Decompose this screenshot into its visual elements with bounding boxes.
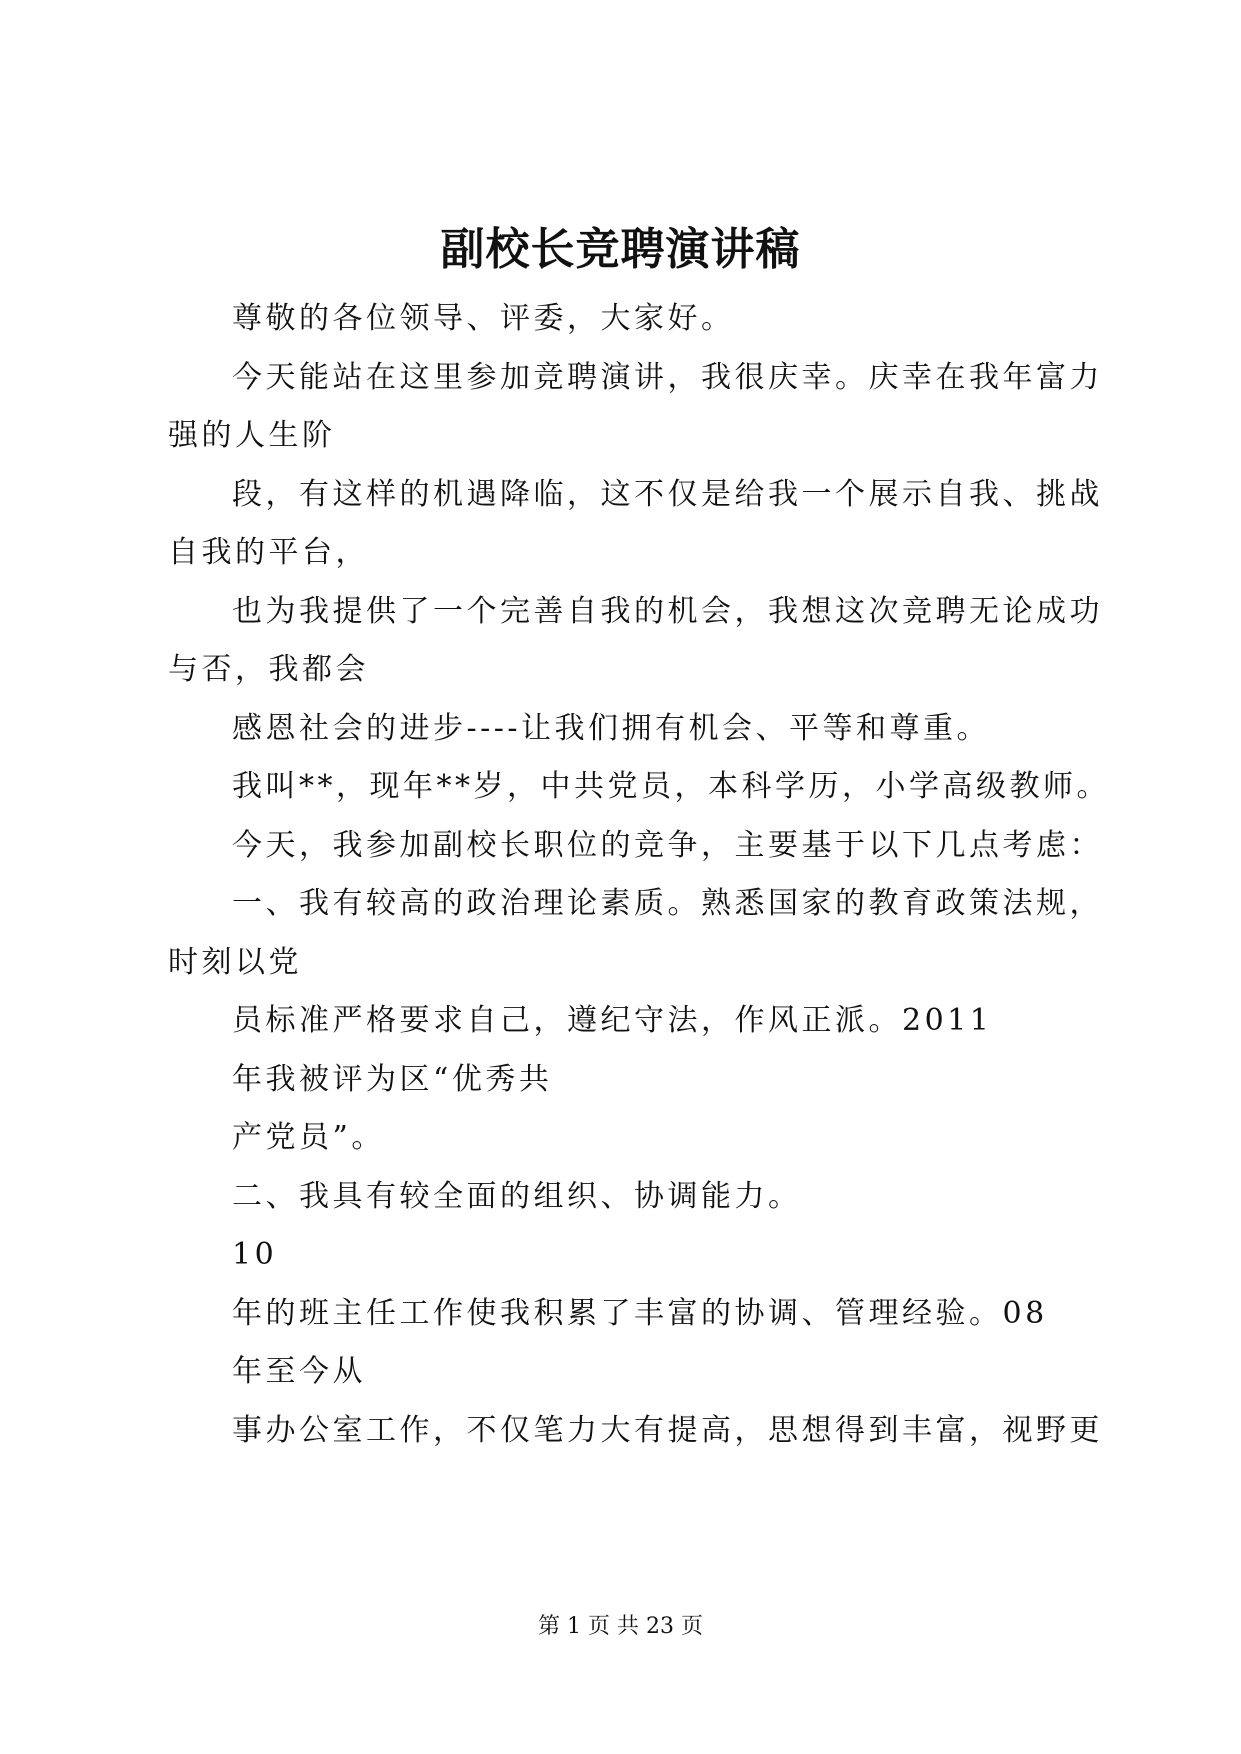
document-line: 与否，我都会 <box>168 652 369 687</box>
document-line: 年至今从 <box>232 1354 366 1389</box>
document-line: 事办公室工作，不仅笔力大有提高，思想得到丰富，视野更 <box>232 1412 1103 1448</box>
document-line: 感恩社会的进步----让我们拥有机会、平等和尊重。 <box>232 710 991 746</box>
document-line: 二、我具有较全面的组织、协调能力。 <box>232 1178 802 1214</box>
document-line: 强的人生阶 <box>168 418 336 453</box>
document-line: 尊敬的各位领导、评委，大家好。 <box>232 301 735 336</box>
document-line: 10 <box>232 1237 278 1272</box>
document-line: 年我被评为区“优秀共 <box>232 1061 553 1097</box>
document-title: 副校长竞聘演讲稿 <box>440 224 801 275</box>
page-footer: 第 1 页 共 23 页 <box>538 1614 703 1639</box>
document-line: 产党员”。 <box>232 1120 385 1155</box>
document-line: 我叫**，现年**岁，中共党员，本科学历，小学高级教师。 <box>232 769 1110 804</box>
document-line: 一、我有较高的政治理论素质。熟悉国家的教育政策法规， <box>232 886 1103 921</box>
document-line: 也为我提供了一个完善自我的机会，我想这次竞聘无论成功 <box>232 593 1103 629</box>
document-line: 段，有这样的机遇降临，这不仅是给我一个展示自我、挑战 <box>232 476 1103 512</box>
document-line: 时刻以党 <box>168 944 302 980</box>
document-line: 自我的平台， <box>168 535 369 570</box>
document-line: 今天，我参加副校长职位的竞争，主要基于以下几点考虑： <box>232 827 1103 863</box>
document-line: 年的班主任工作使我积累了丰富的协调、管理经验。08 <box>232 1295 1048 1331</box>
document-line: 今天能站在这里参加竞聘演讲，我很庆幸。庆幸在我年富力 <box>232 359 1103 395</box>
document-line: 员标准严格要求自己，遵纪守法，作风正派。2011 <box>232 1003 993 1038</box>
document-body <box>168 290 1110 1460</box>
